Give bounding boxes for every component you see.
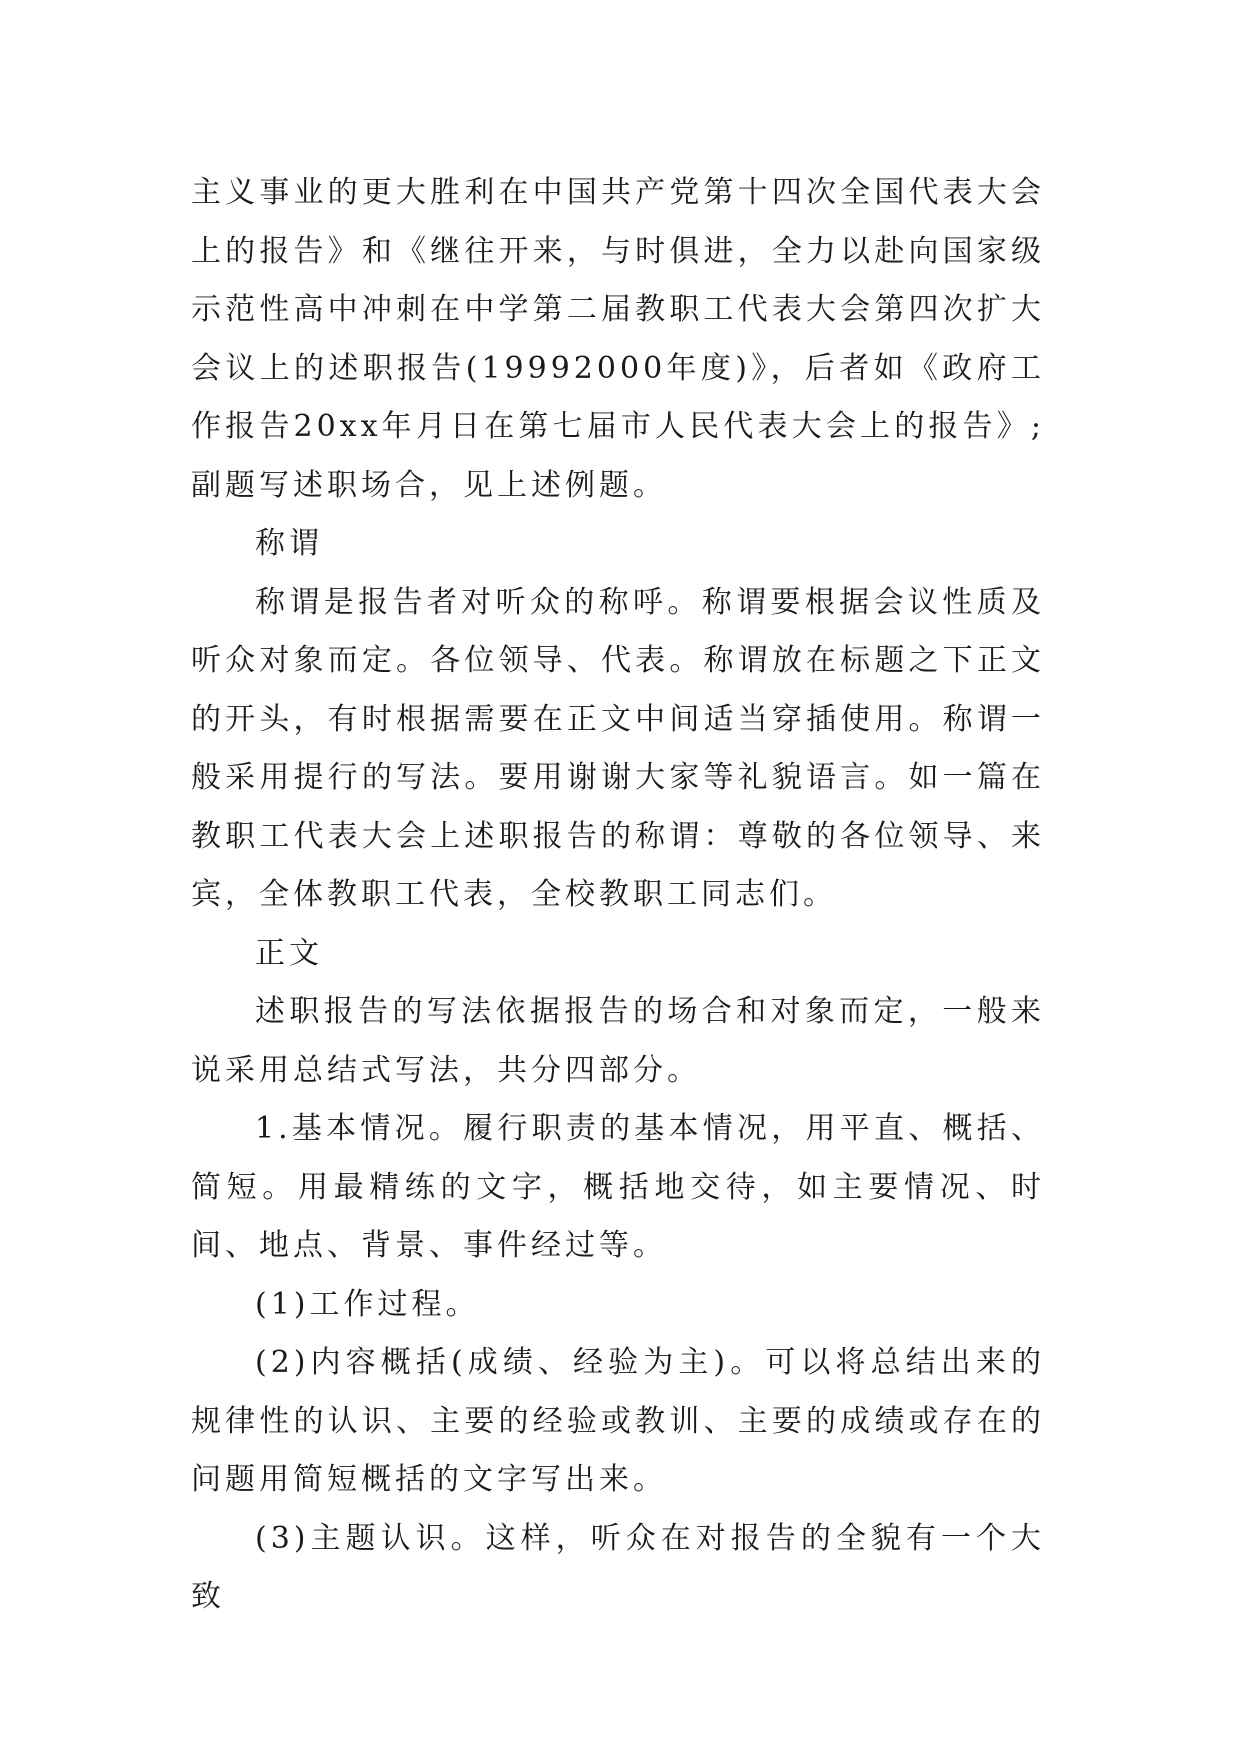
list-item-content-summary: (2)内容概括(成绩、经验为主)。可以将总结出来的规律性的认识、主要的经验或教训、主要的成绩或存在的问题用简短概括的文字写出来。	[191, 1345, 1045, 1497]
section-heading-salutation: 称谓	[255, 526, 323, 561]
paragraph-salutation: 称谓是报告者对听众的称呼。称谓要根据会议性质及听众对象而定。各位领导、代表。称谓放在标题之下正文的开头，有时根据需要在正文中间适当穿插使用。称谓一般采用提行的写法。要用谢谢大家等礼貌语言。如一篇在教职工代表大会上述职报告的称谓：尊敬的各位领导、来宾，全体教职工代表，全校教职工同志们。	[191, 584, 1045, 912]
section-heading-body: 正文	[255, 935, 323, 971]
paragraph-continuation: 主义事业的更大胜利在中国共产党第十四次全国代表大会上的报告》和《继往开来，与时俱进，全力以赴向国家级示范性高中冲刺在中学第二届教职工代表大会第四次扩大会议上的述职报告(19992000年度)》，后者如《政府工作报告20xx年月日在第七届市人民代表大会上的报告》;副题写述职场合，见上述例题。	[191, 175, 1045, 503]
paragraph-body-intro: 述职报告的写法依据报告的场合和对象而定，一般来说采用总结式写法，共分四部分。	[191, 994, 1045, 1088]
paragraph-basic-situation: 1.基本情况。履行职责的基本情况，用平直、概括、简短。用最精练的文字，概括地交待，如主要情况、时间、地点、背景、事件经过等。	[191, 1111, 1045, 1263]
list-item-work-process: (1)工作过程。	[255, 1286, 480, 1322]
list-item-theme-understanding: (3)主题认识。这样，听众在对报告的全貌有一个大致	[191, 1520, 1045, 1614]
document-page	[191, 164, 1045, 1627]
